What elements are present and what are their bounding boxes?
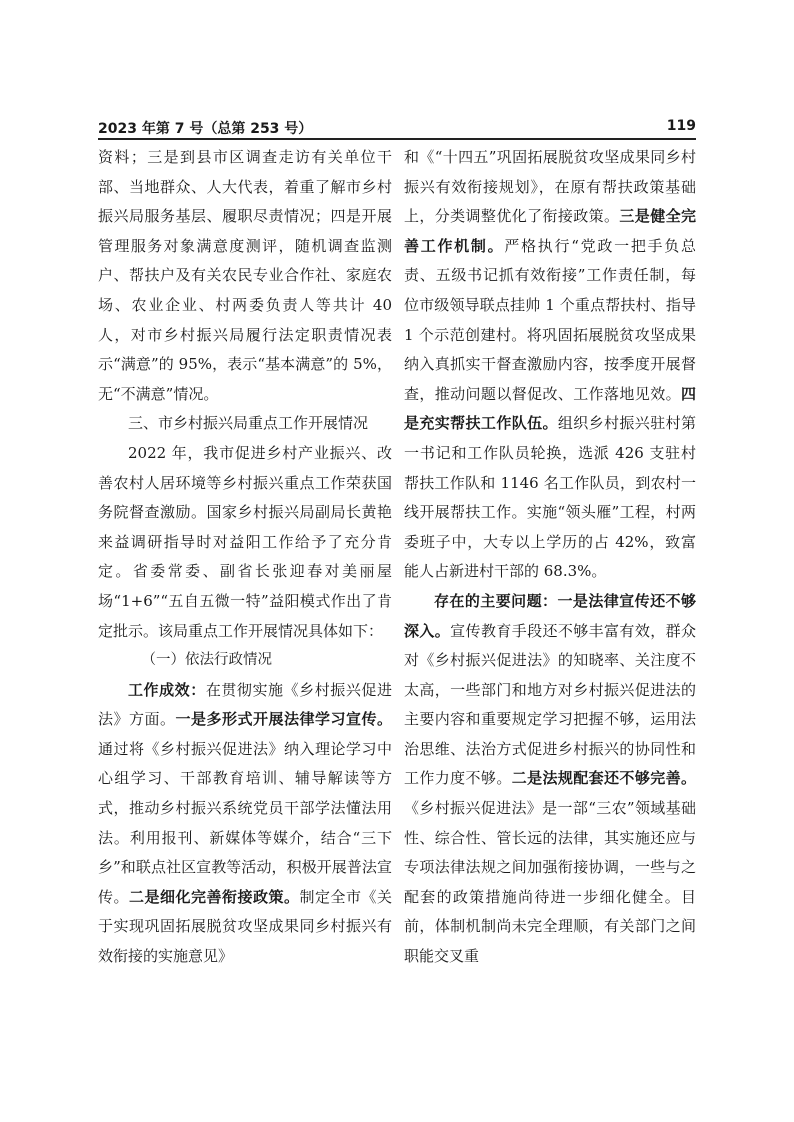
bold-point: 四是充实帮扶工作队伍。 [404,384,696,433]
text-run: 通过将《乡村振兴促进法》纳入理论学习中心组学习、干部教育培训、辅导解读等方式，推动乡村振兴系统党员干部学法懂法用法。利用报刊、新媒体等媒介，结合“三下乡”和联点社区宣教等活动，积极开展普法宣传。 [98,739,392,906]
text-run: 宣传教育手段还不够丰富有效，群众对《乡村振兴促进法》的知晓率、关注度不太高，一些部门和地方对乡村振兴促进法的主要内容和重要规定学习把握不够，运用法治思维、法治方式促进乡村振兴的协同性和工作力度不够。 [404,621,696,788]
paragraph [404,587,696,972]
bold-label: 工作成效： [128,680,206,699]
text-run: 和《“十四五”巩固拓展脱贫攻坚成果同乡村振兴有效衔接规划》，在原有帮扶政策基础上，分类调整优化了衔接政策。 [404,148,696,226]
bold-point: 三是健全完善工作机制。 [404,207,696,255]
bold-point: 一是法律宣传还不够深入。 [404,591,696,640]
bold-point: 一是多形式开展法律学习宣传。 [175,710,392,729]
bold-label: 存在的主要问题： [434,591,558,610]
text-run: 严格执行“党政一把手负总责、五级书记抓有效衔接”工作责任制，每位市级领导联点挂帅 1 个重点帮扶村、指导 1 个示范创建村。将巩固拓展脱贫攻坚成果纳入真抓实干督查激励内容，按季度开展督查，推动问题以督促改、工作落地见效。 [404,236,696,403]
paragraph [98,676,392,972]
text-run: 制定全市《关于实现巩固拓展脱贫攻坚成果同乡村振兴有效衔接的实施意见》 [98,887,392,966]
text-run: 在贯彻实施《乡村振兴促进法》方面。 [98,680,392,729]
paragraph [404,143,696,587]
left-column [98,143,392,972]
subsection-heading: （一）依法行政情况 [141,652,272,669]
text-run: 组织乡村振兴驻村第一书记和工作队员轮换，选派 426 支驻村帮扶工作队和 1146 名工作队员，到农村一线开展帮扶工作。实施“领头雁”工程，村两委班子中，大专以上学历的占 42%，致富能人占新进村干部的 68.3%。 [404,414,696,581]
section-heading: 三、市乡村振兴局重点工作开展情况 [128,414,369,433]
bold-point: 二是法规配套还不够完善。 [511,769,696,788]
text-run: 《乡村振兴促进法》是一部“三农”领域基础性、综合性、管长远的法律，其实施还应与专项法律法规之间加强衔接协调，一些与之配套的政策措施尚待进一步细化健全。目前，体制机制尚未完全理顺，有关部门之间职能交叉重 [404,799,696,966]
bold-point: 二是细化完善衔接政策。 [129,887,300,906]
paragraph: 2022 年，我市促进乡村产业振兴、改善农村人居环境等乡村振兴重点工作荣获国务院督查激励。国家乡村振兴局副局长黄艳来益调研指导时对益阳工作给予了充分肯定。省委常委、副省长张迎春对美丽屋场“1+6”“五自五微一特”益阳模式作出了肯定批示。该局重点工作开展情况具体如下： [98,443,392,640]
page-number: 119 [666,118,696,134]
page-header [98,118,696,140]
issue-label: 2023 年第 7 号（总第 253 号） [98,121,313,137]
paragraph: 资料；三是到县市区调查走访有关单位干部、当地群众、人大代表，着重了解市乡村振兴局服务基层、履职尽责情况；四是开展管理服务对象满意度测评，随机调查监测户、帮扶户及有关农民专业合作社、家庭农场、农业企业、村两委负责人等共计 40 人，对市乡村振兴局履行法定职责情况表示“满意”的 95%，表示“基本满意”的 5%，无“不满意”情况。 [98,148,392,403]
right-column [404,143,696,972]
